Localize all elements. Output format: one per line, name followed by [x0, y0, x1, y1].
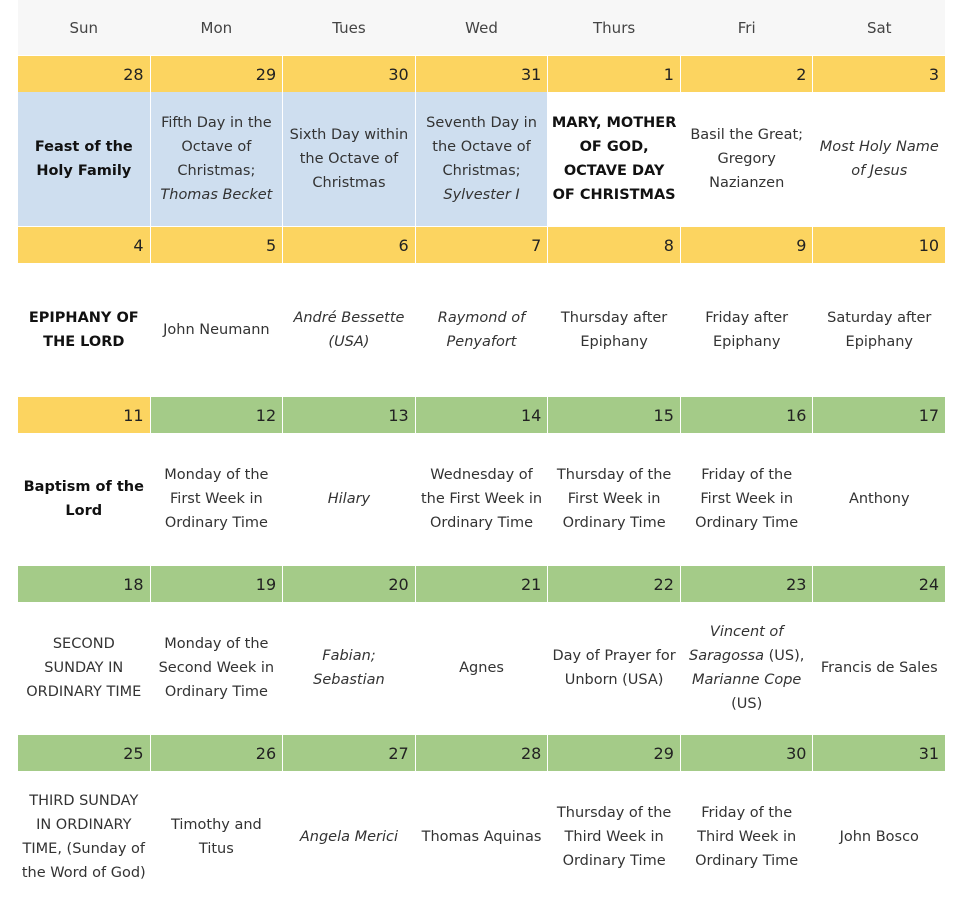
- date-number: 30: [681, 735, 813, 771]
- day-cell: [813, 92, 945, 226]
- date-number: 31: [813, 735, 945, 771]
- observance-text: [328, 487, 370, 511]
- observance-text: [821, 656, 938, 680]
- observance-label: Friday after Epiphany: [705, 309, 789, 350]
- observance-text: [684, 620, 810, 716]
- observance-label: Basil the Great; Gregory Nazianzen: [690, 127, 804, 191]
- saint-name-italic: Hilary: [327, 491, 371, 507]
- date-number: 5: [151, 227, 283, 263]
- date-number: 26: [151, 735, 283, 771]
- weekday-fri: Fri: [737, 18, 756, 37]
- day-cell: [416, 602, 548, 734]
- observance-text: [286, 644, 412, 692]
- day-cell: [18, 433, 150, 565]
- day-cell: [416, 263, 548, 396]
- day-cell: [18, 263, 150, 396]
- date-number: 25: [18, 735, 150, 771]
- observance-text: [816, 306, 942, 354]
- day-cell: [813, 433, 945, 565]
- date-number: 21: [416, 566, 548, 602]
- saint-name-italic: Vincent of Saragossa: [688, 624, 784, 664]
- observance-label: Saturday after Epiphany: [827, 309, 932, 350]
- day-cell: [151, 92, 283, 226]
- date-number: 11: [18, 397, 150, 433]
- date-number-row: [18, 397, 945, 433]
- observance-label: Thursday of the Third Week in Ordinary Time: [556, 805, 672, 869]
- day-cell: [283, 92, 415, 226]
- observance-label: Wednesday of the First Week in Ordinary Time: [420, 467, 543, 531]
- observance-text: [422, 825, 542, 849]
- date-number: 31: [416, 56, 548, 92]
- date-number: 29: [151, 56, 283, 92]
- observance-label: (US): [731, 696, 763, 712]
- day-cell: [548, 263, 680, 396]
- calendar-weeks: [18, 56, 945, 903]
- observance-text: [551, 463, 677, 535]
- day-cell: [813, 602, 945, 734]
- date-number: 1: [548, 56, 680, 92]
- weekday-wed: Wed: [465, 18, 498, 37]
- saint-name-italic: Raymond of Penyafort: [437, 309, 526, 350]
- observance-text: [154, 111, 280, 207]
- observance-text: [21, 789, 147, 885]
- observance-row: [18, 263, 945, 396]
- day-cell: [548, 92, 680, 226]
- date-number-row: [18, 735, 945, 771]
- observance-row: [18, 771, 945, 903]
- observance-label: Thomas Aquinas: [421, 829, 542, 845]
- day-cell: [151, 771, 283, 903]
- date-number: 23: [681, 566, 813, 602]
- observance-text: [551, 111, 677, 207]
- observance-text: [419, 306, 545, 354]
- day-cell: [681, 602, 813, 734]
- day-cell: [548, 433, 680, 565]
- day-cell: [681, 433, 813, 565]
- date-number-row: [18, 566, 945, 602]
- observance-row: [18, 433, 945, 565]
- day-cell: [18, 602, 150, 734]
- saint-name-italic: André Bessette (USA): [293, 309, 405, 350]
- observance-label: (US),: [764, 648, 805, 664]
- observance-label: Timothy and Titus: [170, 817, 262, 857]
- observance-text: [684, 123, 810, 195]
- weekday-header: [18, 0, 945, 55]
- day-cell: [151, 433, 283, 565]
- observance-text: [684, 463, 810, 535]
- day-cell: [416, 433, 548, 565]
- date-number: 4: [18, 227, 150, 263]
- observance-label: Thursday after Epiphany: [560, 309, 668, 350]
- observance-label: John Bosco: [839, 829, 919, 845]
- observance-label: SECOND SUNDAY IN ORDINARY TIME: [26, 636, 142, 700]
- day-cell: [548, 602, 680, 734]
- observance-label: EPIPHANY OF THE LORD: [28, 309, 139, 350]
- day-cell: [681, 771, 813, 903]
- observance-label: Thursday of the First Week in Ordinary Time: [556, 467, 672, 531]
- saint-name-italic: Thomas Becket: [160, 187, 273, 203]
- observance-text: [459, 656, 504, 680]
- observance-label: THIRD SUNDAY IN ORDINARY TIME, (Sunday of the Word of God): [21, 793, 146, 881]
- observance-text: [154, 632, 280, 704]
- date-number: 20: [283, 566, 415, 602]
- date-number: 19: [151, 566, 283, 602]
- date-number: 15: [548, 397, 680, 433]
- date-number: 28: [18, 56, 150, 92]
- day-cell: [416, 771, 548, 903]
- observance-text: [551, 306, 677, 354]
- day-cell: [18, 92, 150, 226]
- observance-text: [551, 801, 677, 873]
- observance-text: [684, 801, 810, 873]
- day-cell: [151, 263, 283, 396]
- observance-text: [21, 475, 147, 523]
- observance-label: Anthony: [848, 491, 910, 507]
- date-number: 6: [283, 227, 415, 263]
- observance-label: MARY, MOTHER OF GOD, OCTAVE DAY OF CHRISTMAS: [551, 115, 677, 203]
- day-cell: [283, 602, 415, 734]
- observance-text: [551, 644, 677, 692]
- day-cell: [681, 92, 813, 226]
- liturgical-calendar: [18, 0, 945, 903]
- observance-label: Friday of the Third Week in Ordinary Time: [695, 805, 799, 869]
- observance-text: [286, 123, 412, 195]
- date-number: 9: [681, 227, 813, 263]
- date-number: 7: [416, 227, 548, 263]
- observance-text: [154, 813, 280, 861]
- date-number: 13: [283, 397, 415, 433]
- day-cell: [416, 92, 548, 226]
- date-number: 12: [151, 397, 283, 433]
- saint-name-italic: Sylvester I: [443, 187, 520, 203]
- day-cell: [151, 602, 283, 734]
- weekday-thurs: Thurs: [593, 18, 636, 37]
- observance-text: [154, 463, 280, 535]
- observance-label: Monday of the Second Week in Ordinary Time: [158, 636, 275, 700]
- saint-name-italic: Fabian; Sebastian: [313, 648, 385, 688]
- day-cell: [813, 771, 945, 903]
- observance-label: Agnes: [459, 660, 504, 676]
- observance-text: [816, 135, 942, 183]
- observance-text: [840, 825, 919, 849]
- date-number: 24: [813, 566, 945, 602]
- day-cell: [548, 771, 680, 903]
- observance-text: [419, 111, 545, 207]
- date-number: 28: [416, 735, 548, 771]
- observance-text: [21, 135, 147, 183]
- observance-text: [849, 487, 910, 511]
- date-number-row: [18, 56, 945, 92]
- observance-label: Seventh Day in the Octave of Christmas;: [426, 115, 537, 179]
- observance-label: Feast of the Holy Family: [34, 139, 133, 179]
- day-cell: [681, 263, 813, 396]
- date-number: 29: [548, 735, 680, 771]
- day-cell: [283, 263, 415, 396]
- day-cell: [18, 771, 150, 903]
- observance-text: [163, 318, 269, 342]
- observance-label: Day of Prayer for Unborn (USA): [552, 648, 676, 688]
- weekday-sat: Sat: [866, 18, 892, 37]
- observance-label: Monday of the First Week in Ordinary Time: [164, 467, 269, 531]
- date-number: 22: [548, 566, 680, 602]
- date-number-row: [18, 227, 945, 263]
- observance-label: Francis de Sales: [820, 660, 938, 676]
- observance-text: [21, 632, 147, 704]
- date-number: 2: [681, 56, 813, 92]
- day-cell: [283, 771, 415, 903]
- observance-row: [18, 602, 945, 734]
- date-number: 8: [548, 227, 680, 263]
- observance-text: [419, 463, 545, 535]
- date-number: 3: [813, 56, 945, 92]
- observance-text: [300, 825, 398, 849]
- observance-row: [18, 92, 945, 226]
- saint-name-italic: Angela Merici: [299, 829, 399, 845]
- day-cell: [813, 263, 945, 396]
- saint-name-italic: Marianne Cope: [692, 672, 802, 688]
- weekday-mon: Mon: [200, 18, 233, 37]
- date-number: 18: [18, 566, 150, 602]
- date-number: 27: [283, 735, 415, 771]
- date-number: 30: [283, 56, 415, 92]
- weekday-sun: Sun: [69, 18, 99, 37]
- observance-text: [21, 306, 147, 354]
- weekday-tues: Tues: [332, 18, 366, 37]
- observance-text: [286, 306, 412, 354]
- observance-text: [684, 306, 810, 354]
- date-number: 16: [681, 397, 813, 433]
- date-number: 17: [813, 397, 945, 433]
- date-number: 14: [416, 397, 548, 433]
- saint-name-italic: Most Holy Name of Jesus: [819, 139, 939, 179]
- day-cell: [283, 433, 415, 565]
- observance-label: Sixth Day within the Octave of Christmas: [289, 127, 409, 191]
- observance-label: John Neumann: [163, 321, 270, 338]
- observance-label: Baptism of the Lord: [23, 479, 144, 519]
- observance-label: Fifth Day in the Octave of Christmas;: [161, 115, 272, 179]
- observance-label: Friday of the First Week in Ordinary Time: [695, 467, 799, 531]
- date-number: 10: [813, 227, 945, 263]
